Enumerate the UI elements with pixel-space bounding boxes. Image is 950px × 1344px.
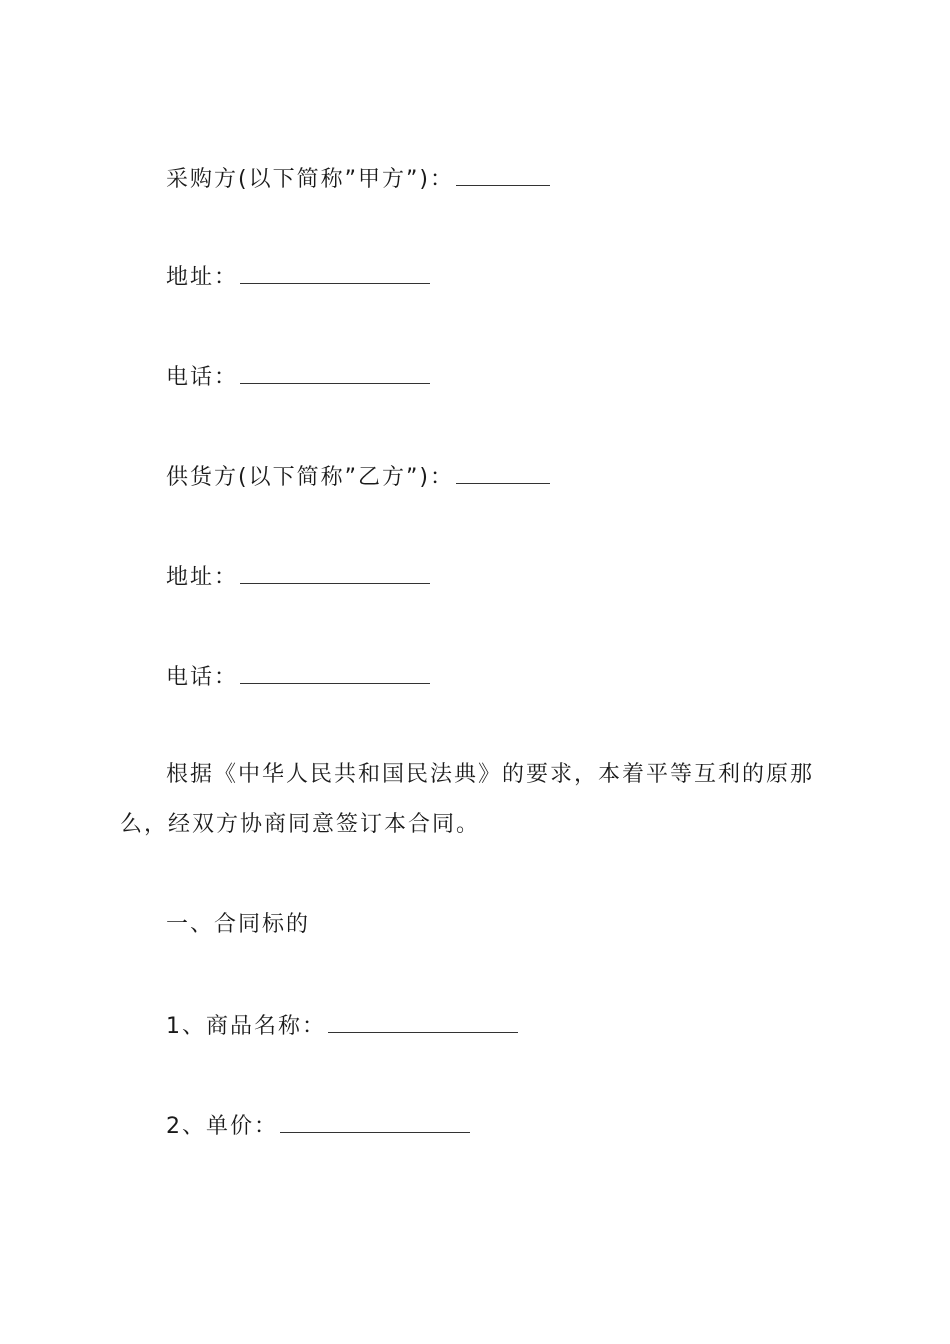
seller-phone-blank[interactable] — [240, 663, 430, 684]
buyer-phone-line — [166, 363, 430, 393]
buyer-label: 采购方(以下简称”甲方”)： — [166, 167, 454, 192]
buyer-address-line — [166, 263, 430, 293]
section1-heading: 一、合同标的 — [166, 912, 311, 937]
seller-address-label: 地址： — [166, 565, 239, 590]
item1-blank[interactable] — [328, 1012, 518, 1033]
buyer-line — [166, 165, 550, 195]
buyer-address-label: 地址： — [166, 265, 239, 290]
item2-line — [166, 1112, 470, 1142]
item2-label: 2、单价： — [166, 1114, 278, 1139]
seller-phone-label: 电话： — [166, 665, 239, 690]
preamble-paragraph: 根据《中华人民共和国民法典》的要求，本着平等互利的原那么，经双方协商同意签订本合同。 — [120, 762, 815, 837]
item1-line — [166, 1012, 518, 1042]
item2-blank[interactable] — [280, 1112, 470, 1133]
seller-name-blank[interactable] — [456, 463, 550, 484]
seller-phone-line — [166, 663, 430, 693]
seller-label: 供货方(以下简称”乙方”)： — [166, 465, 454, 490]
seller-address-blank[interactable] — [240, 563, 430, 584]
buyer-phone-label: 电话： — [166, 365, 239, 390]
buyer-phone-blank[interactable] — [240, 363, 430, 384]
seller-address-line — [166, 563, 430, 593]
item1-label: 1、商品名称： — [166, 1014, 326, 1039]
seller-line — [166, 463, 550, 493]
buyer-name-blank[interactable] — [456, 165, 550, 186]
buyer-address-blank[interactable] — [240, 263, 430, 284]
